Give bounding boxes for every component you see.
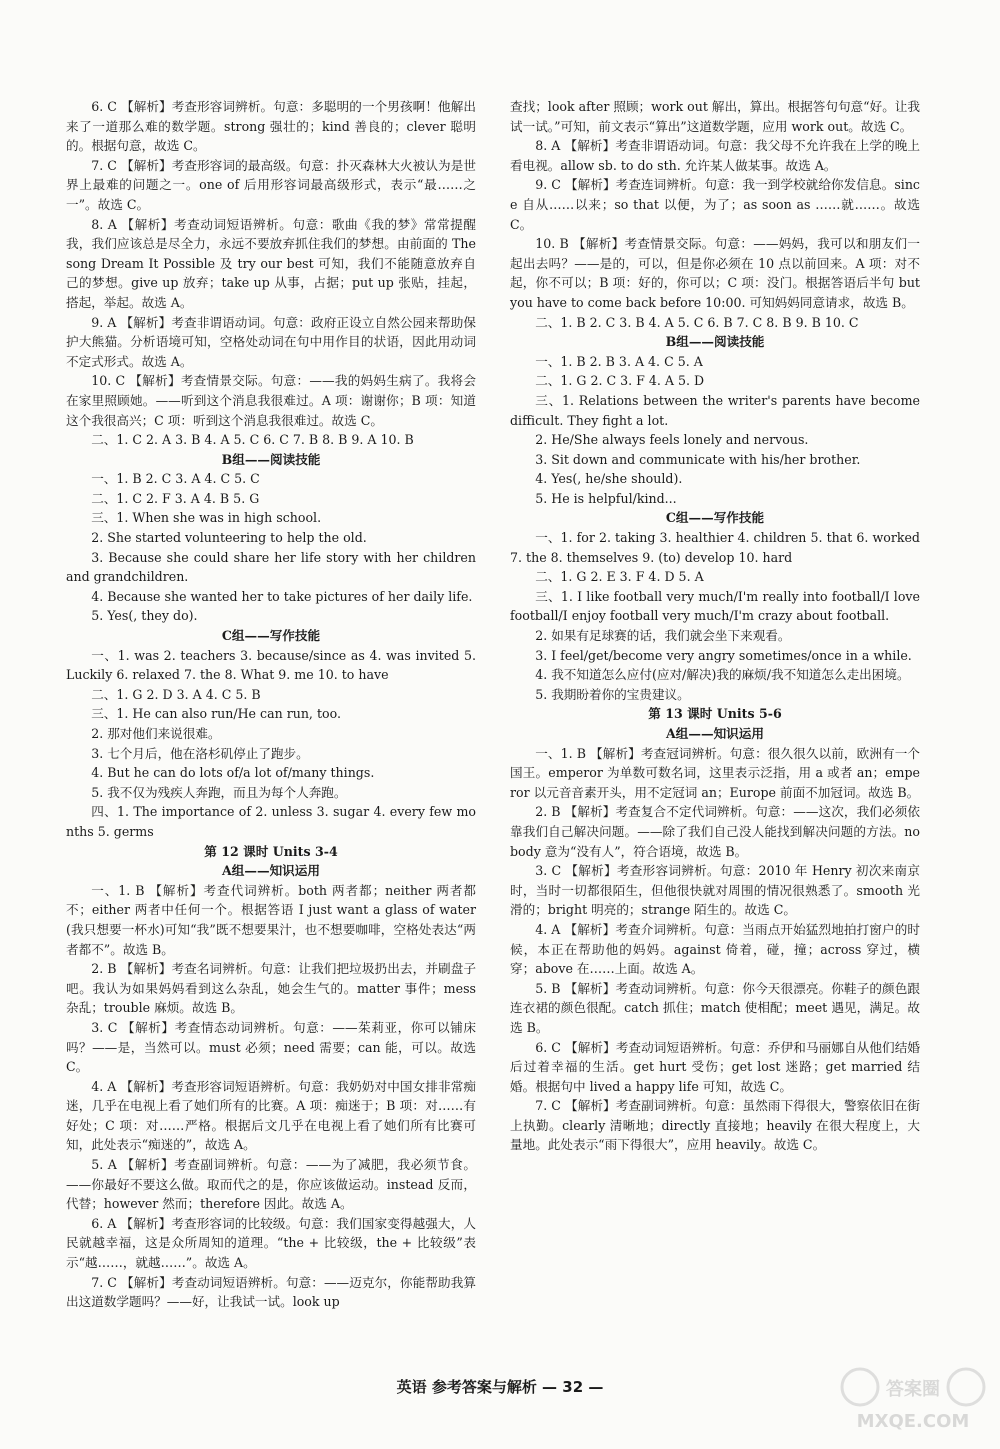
answer-paragraph: 二、1. G 2. E 3. F 4. D 5. A bbox=[535, 569, 704, 585]
answer-paragraph: 8. A 【解析】考查非谓语动词。句意：我父母不允许我在上学的晚上看电视。allow sb. to do sth. 允许某人做某事。故选 A。 bbox=[510, 138, 920, 173]
section-heading: C组——写作技能 bbox=[221, 628, 321, 644]
answer-paragraph: 3. Sit down and communicate with his/her brother. bbox=[535, 451, 861, 467]
answer-paragraph: 3. 七个月后，他在洛杉矶停止了跑步。 bbox=[91, 745, 309, 761]
answer-paragraph: 4. Yes(, he/she should). bbox=[535, 471, 683, 487]
answer-paragraph: 2. She started volunteering to help the old. bbox=[91, 530, 367, 546]
answer-paragraph: 6. C 【解析】考查动词短语辨析。句意：乔伊和马丽娜自从他们结婚后过着幸福的生活。get hurt 受伤；get lost 迷路；get married 结婚。根据句中 lived a happy life 可知，故选 C。 bbox=[510, 1039, 920, 1094]
answer-paragraph: 5. B 【解析】考查动词辨析。句意：你今天很漂亮。你鞋子的颜色跟连衣裙的颜色很配。catch 抓住；match 使相配；meet 遇见，满足。故选 B。 bbox=[510, 980, 920, 1035]
watermark-title: 答案圈 bbox=[886, 1379, 940, 1400]
section-heading: 第 13 课时 Units 5-6 bbox=[648, 706, 782, 722]
answer-paragraph: 5. A 【解析】考查副词辨析。句意：——为了减肥，我必须节食。——你最好不要这么做。取而代之的是，你应该做运动。instead 反而，代替；however 然而；therefore 因此。故选 A。 bbox=[66, 1157, 476, 1212]
answer-paragraph: 5. 我期盼着你的宝贵建议。 bbox=[535, 686, 690, 702]
answer-paragraph: 一、1. B 2. C 3. A 4. C 5. C bbox=[91, 471, 260, 487]
answer-paragraph: 9. A 【解析】考查非谓语动词。句意：政府正设立自然公园来帮助保护大熊猫。分析语境可知，空格处动词在句中用作目的状语，因此用动词不定式形式。故选 A。 bbox=[66, 314, 476, 369]
left-column bbox=[66, 97, 476, 1312]
answer-paragraph: 5. Yes(, they do). bbox=[91, 608, 198, 624]
answer-paragraph: 一、1. B 【解析】考查代词辨析。both 两者都；neither 两者都不；either 两者中任何一个。根据答语 I just want a glass of water(我只想要一杯水)可知“我”既不想要果汁，也不想要咖啡，空格处表达“两者都不”。故选 B。 bbox=[66, 882, 476, 957]
answer-paragraph: 3. I feel/get/become very angry sometimes/once in a while. bbox=[535, 647, 912, 663]
section-heading: C组——写作技能 bbox=[665, 510, 765, 526]
answer-paragraph: 2. He/She always feels lonely and nervous. bbox=[535, 432, 809, 448]
section-heading: 第 12 课时 Units 3-4 bbox=[204, 843, 338, 859]
section-heading: A组——知识运用 bbox=[666, 726, 764, 741]
answer-paragraph: 7. C 【解析】考查副词辨析。句意：虽然雨下得很大，警察依旧在街上执勤。clearly 清晰地；directly 直接地；heavily 在很大程度上，大量地。此处表示“雨下得很大”，应用 heavily。故选 C。 bbox=[510, 1098, 920, 1153]
answer-paragraph: 5. He is helpful/kind... bbox=[535, 490, 677, 506]
answer-paragraph: 2. B 【解析】考查名词辨析。句意：让我们把垃圾扔出去，并刷盘子吧。我认为如果妈妈看到这么杂乱，她会生气的。matter 事件；mess 杂乱；trouble 麻烦。故选 B。 bbox=[66, 961, 476, 1016]
answer-paragraph: 10. C 【解析】考查情景交际。句意：——我的妈妈生病了。我将会在家里照顾她。——听到这个消息我很难过。A 项：谢谢你；B 项：知道这个我很高兴；C 项：听到这个消息我很难过。故选 C。 bbox=[66, 373, 476, 428]
page-footer: 英语 参考答案与解析 — 32 — bbox=[396, 1378, 604, 1396]
answer-paragraph: 9. C 【解析】考查连词辨析。句意：我一到学校就给你发信息。since 自从……以来；so that 以便，为了；as soon as ……就……。故选 C。 bbox=[510, 177, 920, 232]
answer-paragraph: 二、1. G 2. C 3. F 4. A 5. D bbox=[535, 373, 705, 389]
answer-paragraph: 三、1. I like football very much/I'm really into football/I love football/I enjoy football very much/I'm crazy about football. bbox=[510, 588, 920, 624]
answer-paragraph: 一、1. for 2. taking 3. healthier 4. children 5. that 6. worked 7. the 8. themselves 9. (to) develop 10. hard bbox=[510, 530, 920, 565]
answer-paragraph: 4. But he can do lots of/a lot of/many things. bbox=[91, 765, 375, 781]
answer-paragraph: 3. C 【解析】考查形容词辨析。句意：2010 年 Henry 初次来南京时，当时一切都很陌生，但他很快就对周围的情况很熟悉了。smooth 光滑的；bright 明亮的；strange 陌生的。故选 C。 bbox=[510, 863, 920, 918]
answer-paragraph: 8. A 【解析】考查动词短语辨析。句意：歌曲《我的梦》常常提醒我，我们应该总是尽全力，永远不要放弃抓住我们的梦想。由前面的 The song Dream It Possible 及 try our best 可知，我们不能随意放弃自己的梦想。give up 放弃；take up 从事，占据；put up 张贴，挂起，搭起，举起。故选 A。 bbox=[66, 216, 476, 310]
answer-paragraph: 4. 我不知道怎么应付(应对/解决)我的麻烦/我不知道怎么走出困境。 bbox=[535, 667, 910, 683]
section-heading: B组——阅读技能 bbox=[221, 451, 321, 467]
answer-paragraph: 4. A 【解析】考查介词辨析。句意：当雨点开始猛烈地拍打窗户的时候，本正在帮助他的妈妈。against 倚着，碰，撞；across 穿过，横穿；above 在……上面。故选 A。 bbox=[510, 921, 920, 977]
answer-paragraph: 二、1. B 2. C 3. B 4. A 5. C 6. B 7. C 8. B 9. B 10. C bbox=[535, 314, 859, 330]
answer-paragraph: 2. 那对他们来说很难。 bbox=[91, 726, 221, 741]
answer-paragraph: 3. C 【解析】考查情态动词辨析。句意：——茱莉亚，你可以铺床吗？——是，当然可以。must 必须；need 需要；can 能，可以。故选 C。 bbox=[66, 1019, 476, 1075]
answer-paragraph: 6. A 【解析】考查形容词的比较级。句意：我们国家变得越强大，人民就越幸福，这是众所周知的道理。“the + 比较级，the + 比较级”表示“越……，就越……”。故选 A。 bbox=[66, 1215, 476, 1271]
answer-paragraph: 3. Because she could share her life story with her children and grandchildren. bbox=[66, 549, 476, 585]
watermark-logo bbox=[838, 1361, 988, 1439]
answer-paragraph: 6. C 【解析】考查形容词辨析。句意：多聪明的一个男孩啊！他解出来了一道那么难的数学题。strong 强壮的；kind 善良的；clever 聪明的。根据句意，故选 C。 bbox=[66, 99, 476, 154]
answer-paragraph: 5. 我不仅为残疾人奔跑，而且为每个人奔跑。 bbox=[91, 784, 347, 800]
answer-paragraph: 4. A 【解析】考查形容词短语辨析。句意：我奶奶对中国女排非常痴迷，几乎在电视上看了她们所有的比赛。A 项：痴迷于；B 项：对……有好处；C 项：对……严格。根据后文几乎在电视上看了她们所有比赛可知，此处表示“痴迷的”，故选 A。 bbox=[66, 1078, 476, 1153]
answer-paragraph: 一、1. B 【解析】考查冠词辨析。句意：很久很久以前，欧洲有一个国王。emperor 为单数可数名词，这里表示泛指，用 a 或者 an；emperor 以元音音素开头，用不定冠词 an；Europe 前面不加冠词。故选 B。 bbox=[510, 745, 920, 800]
right-column bbox=[510, 97, 920, 1155]
section-heading: B组——阅读技能 bbox=[665, 334, 765, 350]
answer-paragraph: 4. Because she wanted her to take pictures of her daily life. bbox=[91, 588, 473, 604]
answer-paragraph: 7. C 【解析】考查形容词的最高级。句意：扑灭森林大火被认为是世界上最难的问题之一。one of 后用形容词最高级形式，表示“最……之一”。故选 C。 bbox=[66, 157, 476, 212]
answer-paragraph: 10. B 【解析】考查情景交际。句意：——妈妈，我可以和朋友们一起出去吗？——是的，可以，但是你必须在 10 点以前回来。A 项：对不起，你不可以；B 项：好的，你可以；C 项：没门。根据答语后半句 but you have to come back before 10:00. 可知妈妈同意请求，故选 B。 bbox=[510, 236, 920, 310]
section-heading: A组——知识运用 bbox=[222, 863, 320, 879]
answer-paragraph: 一、1. B 2. B 3. A 4. C 5. A bbox=[535, 353, 703, 369]
answer-paragraph: 查找；look after 照顾；work out 解出，算出。根据答句句意“好。让我试一试。”可知，前文表示“算出”这道数学题，应用 work out。故选 C。 bbox=[510, 99, 920, 134]
answer-paragraph: 二、1. G 2. D 3. A 4. C 5. B bbox=[91, 686, 261, 702]
answer-paragraph: 7. C 【解析】考查动词短语辨析。句意：——迈克尔，你能帮助我算出这道数学题吗？——好，让我试一试。look up bbox=[66, 1274, 476, 1310]
answer-paragraph: 四、1. The importance of 2. unless 3. sugar 4. every few months 5. germs bbox=[66, 804, 476, 839]
watermark-url: MXQE.COM bbox=[856, 1411, 970, 1432]
answer-paragraph: 三、1. He can also run/He can run, too. bbox=[91, 706, 341, 722]
answer-paragraph: 三、1. When she was in high school. bbox=[91, 510, 322, 526]
answer-paragraph: 二、1. C 2. F 3. A 4. B 5. G bbox=[91, 490, 260, 506]
answer-paragraph: 三、1. Relations between the writer's parents have become difficult. They fight a lot. bbox=[510, 392, 920, 428]
answer-paragraph: 一、1. was 2. teachers 3. because/since as 4. was invited 5. Luckily 6. relaxed 7. the 8. What 9. me 10. to have bbox=[66, 647, 476, 683]
answer-paragraph: 二、1. C 2. A 3. B 4. A 5. C 6. C 7. B 8. B 9. A 10. B bbox=[91, 432, 414, 448]
answer-paragraph: 2. 如果有足球赛的话，我们就会坐下来观看。 bbox=[535, 628, 791, 644]
answer-paragraph: 2. B 【解析】考查复合不定代词辨析。句意：——这次，我们必须依靠我们自己解决问题。——除了我们自己没人能找到解决问题的方法。nobody 意为“没有人”，符合语境，故选 B。 bbox=[510, 804, 920, 859]
